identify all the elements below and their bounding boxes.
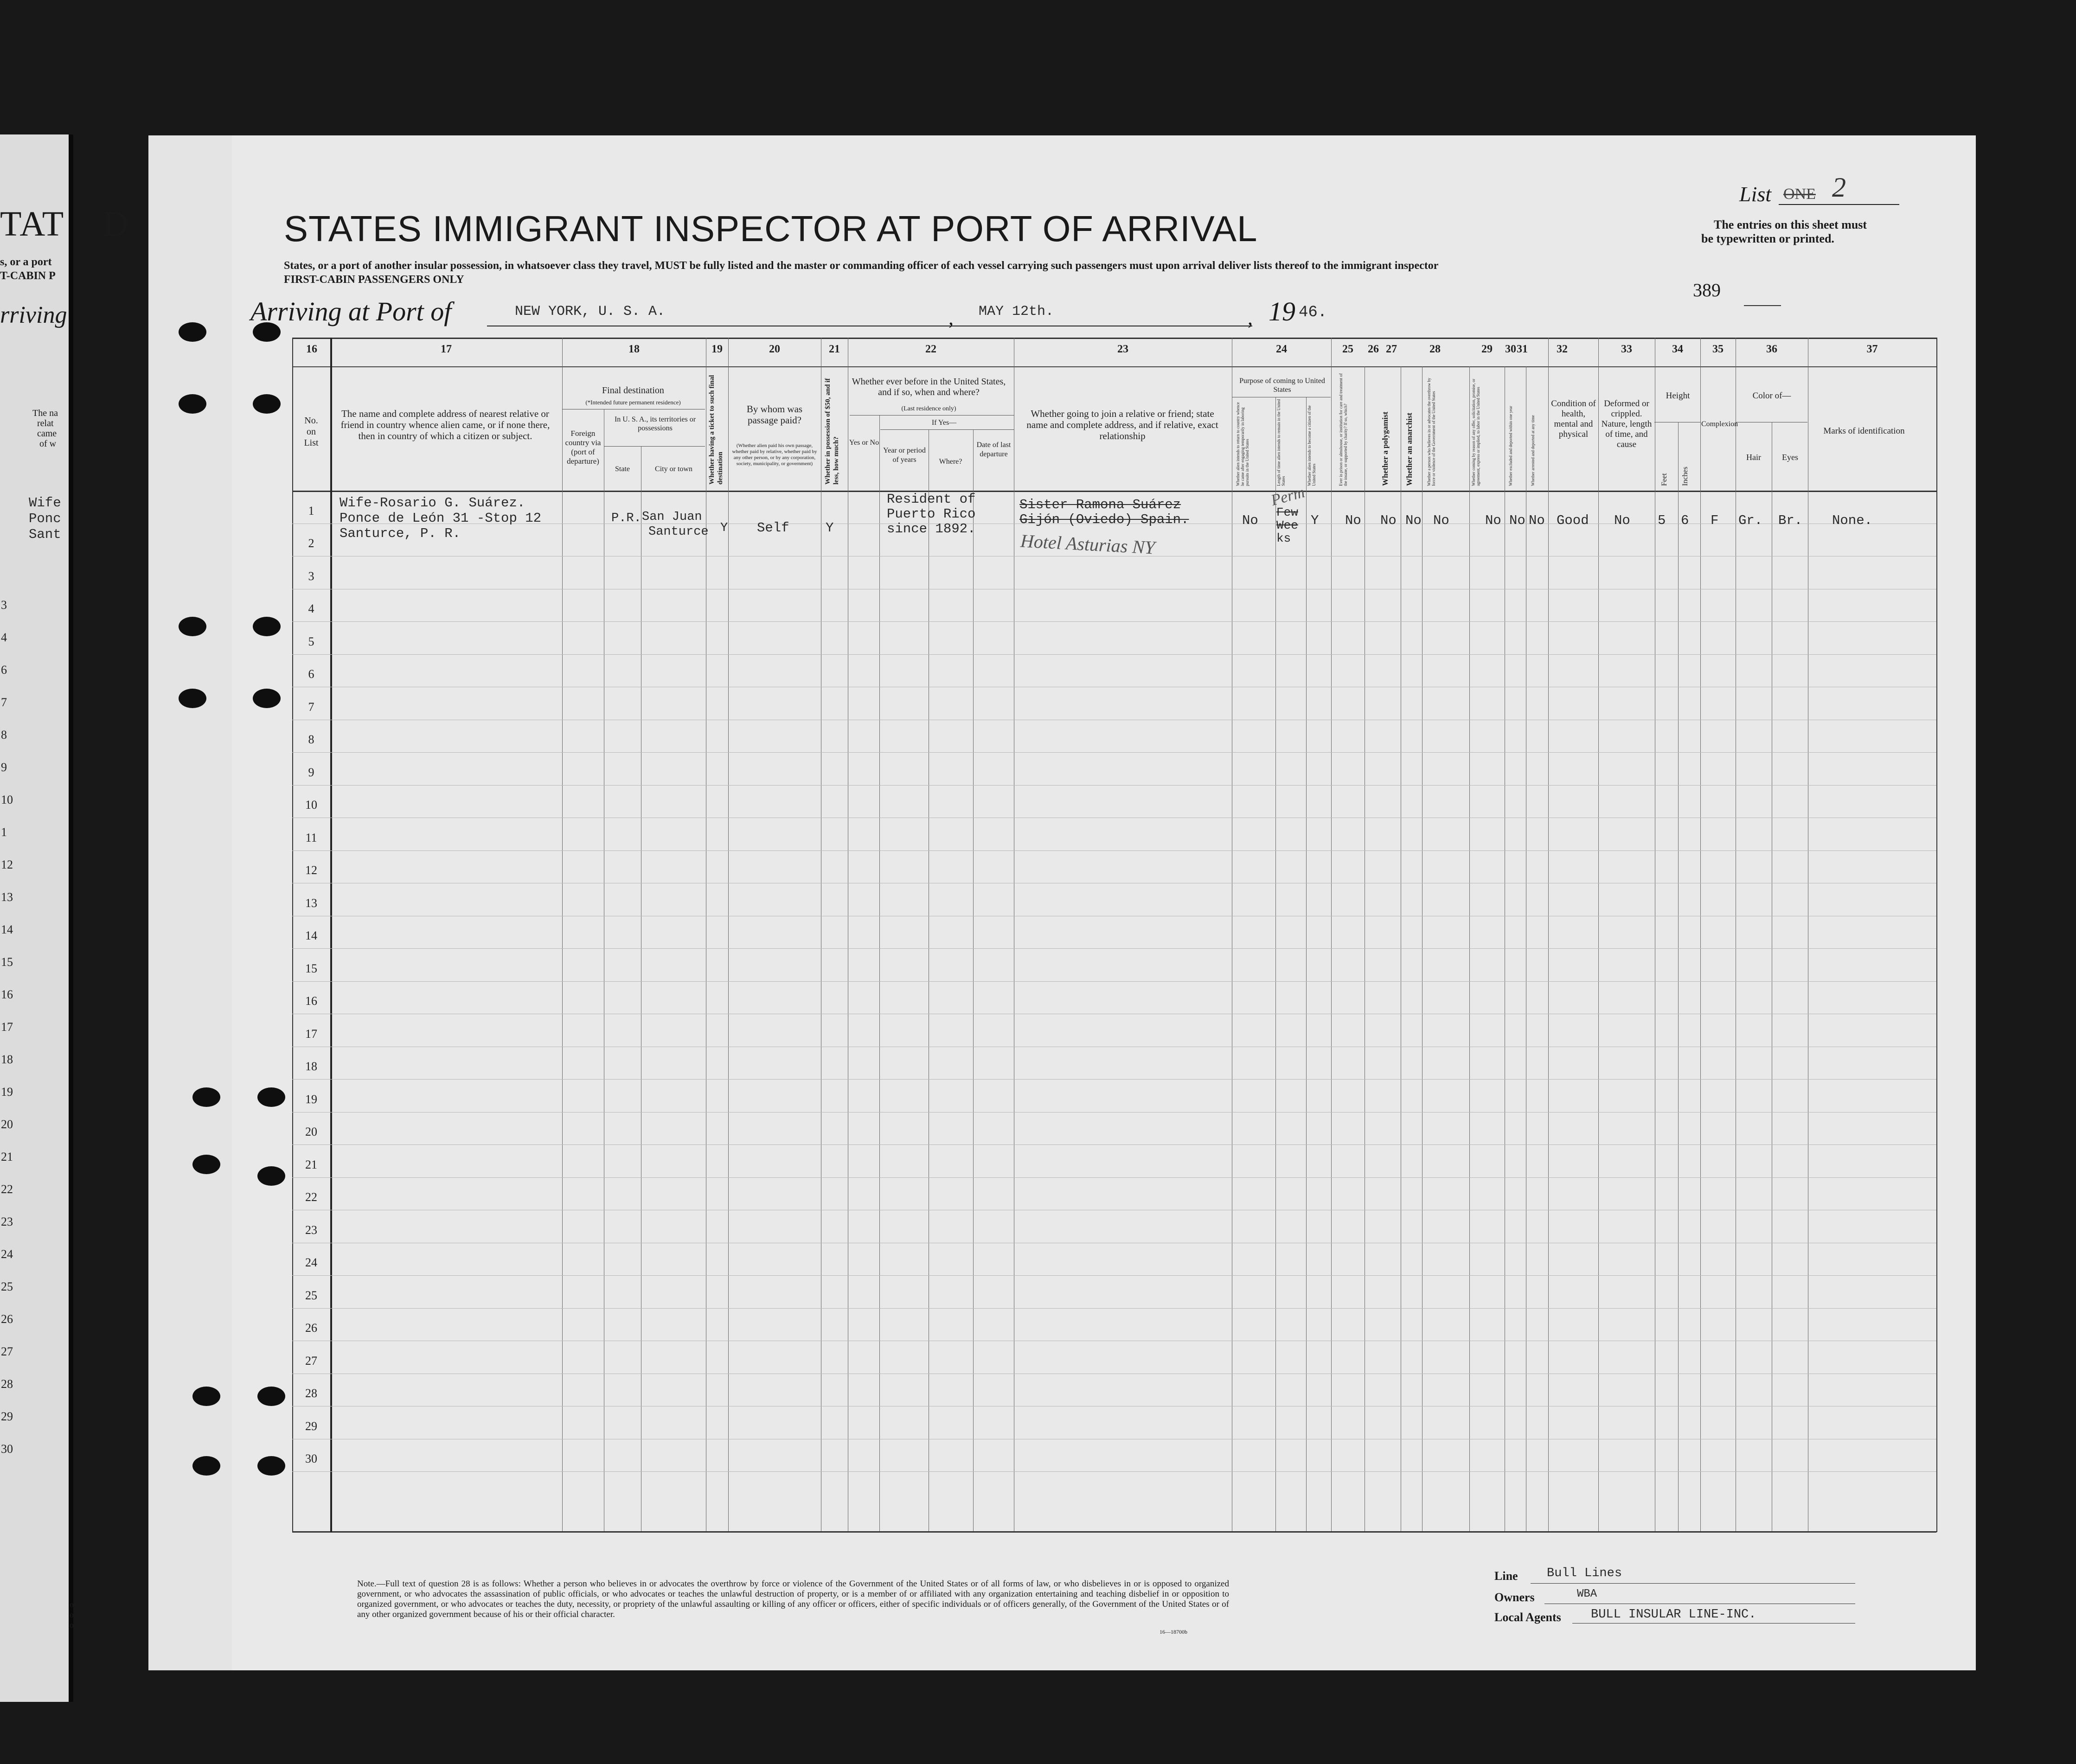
footer-form-code: 16—18700b (1160, 1629, 1187, 1635)
column-divider (1306, 397, 1307, 1531)
row-number: 27 (305, 1354, 317, 1368)
row-line (292, 654, 1936, 655)
page-number: 389 (1693, 280, 1721, 300)
row-number: 12 (305, 863, 317, 877)
punch-hole (257, 1166, 285, 1186)
header-complexion: Complexion (1701, 420, 1738, 428)
header-length-remain: Length of time alien intends to remain in the United States (1276, 399, 1286, 486)
header-nearest-relative: The name and complete address of nearest relative or friend in country whence alien came, or if none there, then in country of which a citizen or subject. (340, 408, 550, 441)
row-number: 7 (308, 700, 314, 714)
row-number: 15 (305, 961, 317, 975)
left-row-number: 10 (1, 793, 13, 806)
row-line (292, 621, 1936, 622)
left-row-number: 16 (1, 988, 13, 1001)
list-underline (1779, 204, 1899, 205)
column-number: 28 (1429, 343, 1441, 355)
row-number: 20 (305, 1125, 317, 1138)
row-number: 5 (308, 634, 314, 648)
column-number: 25 (1342, 343, 1353, 355)
header-become-citizen: Whether alien intends to become a citizen of the United States (1307, 405, 1316, 486)
entry-ticket: Y (720, 521, 728, 535)
left-row-number: 4 (1, 631, 7, 644)
header-bottom-border (292, 491, 1936, 492)
owners-value: WBA (1577, 1588, 1597, 1600)
row-number: 8 (308, 733, 314, 746)
header-passage-paid: By whom was passage paid? (746, 403, 803, 426)
list-label: List (1739, 182, 1772, 206)
entry-paid-by: Self (757, 520, 789, 536)
row-number: 28 (305, 1387, 317, 1400)
column-divider (1275, 397, 1276, 1531)
left-row-number: 23 (1, 1215, 13, 1228)
row-number: 4 (308, 602, 314, 615)
left-row-number: 22 (1, 1182, 13, 1196)
header-offer-labor: Whether coming by reason of any offer, solicitation, promise, or agreement, express or implied, to labor in the United States (1471, 378, 1480, 486)
row-number: 30 (305, 1452, 317, 1465)
header-ticket: Whether having a ticket to such final destination (708, 375, 724, 485)
year-suffix: 46. (1299, 304, 1327, 321)
page-title: STATES IMMIGRANT INSPECTOR AT PORT OF ARRIVAL (284, 208, 1258, 249)
row-number: 13 (305, 896, 317, 910)
left-fragment-line-2: T-CABIN P (0, 270, 56, 282)
column-number: 31 (1517, 343, 1528, 355)
left-row-number: 15 (1, 955, 13, 969)
left-row-number: 18 (1, 1053, 13, 1066)
column-divider (1700, 338, 1701, 1531)
left-row-number: 3 (1, 598, 7, 612)
header-feet: Feet (1660, 473, 1668, 486)
column-divider (1548, 338, 1549, 1531)
header-state: State (615, 465, 630, 473)
owners-label: Owners (1494, 1591, 1535, 1604)
entry-inches: 6 (1681, 513, 1689, 528)
row-line (292, 752, 1936, 753)
left-row-fragment-3: Sant (29, 527, 61, 542)
left-row-number: 27 (1, 1345, 13, 1358)
column-number: 29 (1481, 343, 1493, 355)
punch-hole (192, 1155, 220, 1174)
column-number: 18 (628, 343, 640, 355)
left-row-number: 19 (1, 1085, 13, 1099)
row-line (292, 1308, 1936, 1309)
row-number: 29 (305, 1419, 317, 1433)
line-label: Line (1494, 1569, 1518, 1583)
left-row-number: 7 (1, 696, 7, 709)
left-fragment-title: TAT D (0, 205, 129, 243)
column-divider (1469, 366, 1470, 1531)
left-row-fragment-2: Ponc (29, 511, 61, 526)
column-divider (562, 338, 563, 1531)
row-number: 3 (308, 569, 314, 583)
left-row-number: 30 (1, 1442, 13, 1456)
column-number: 37 (1866, 343, 1878, 355)
line-underline (1531, 1583, 1855, 1584)
header-date-last-departure: Date of last departure (976, 441, 1011, 458)
left-row-number: 24 (1, 1247, 13, 1261)
header-return-intent: Whether alien intends to return to country whence he came after engaging temporarily in laboring pursuits in the United States (1236, 402, 1249, 486)
column-number: 22 (925, 343, 936, 355)
header-excluded: Whether excluded and deported within one year (1508, 406, 1513, 486)
header-health: Condition of health, mental and physical (1551, 399, 1596, 439)
left-row-number: 1 (1, 825, 7, 839)
row-number: 22 (305, 1190, 317, 1204)
colnum-row-border (292, 366, 1936, 367)
entry-feet: 5 (1658, 513, 1666, 528)
entry-join-handwritten: Hotel Asturias NY (1020, 530, 1156, 558)
row-line (292, 785, 1936, 786)
left-bottom-fragment-3: o (70, 1620, 74, 1630)
row-line (292, 981, 1936, 982)
comma-1: , (948, 307, 954, 329)
left-row-number: 12 (1, 858, 13, 871)
left-bottom-fragment-1: or (70, 1600, 77, 1609)
column-divider (879, 415, 880, 1531)
footer-note: Note.—Full text of question 28 is as follows: Whether a person who believes in or advocates the overthrow by force or violence of the Government of the United States or of all forms of law, or who disbelieves in or is opposed to organized government, or who advocates the assassination of public officials, or who advocates or teaches the unlawful destruction of property, or is a member of or affiliated with any organization entertaining and teaching disbelief in or opposition to organized government, or who advocates or teaches the duty, necessity, or propriety of the unlawful assaulting or killing of any officer or officers, either of specific individuals or of officers generally, of the Government of the United States or of any other organized government because of his or their official character. (357, 1579, 1229, 1619)
entry-return-intent: No (1242, 513, 1258, 528)
left-row-number: 6 (1, 663, 7, 677)
fold-margin (148, 135, 233, 1670)
table-top-border (292, 338, 1936, 339)
header-yes-or-no: Yes or No (849, 439, 879, 447)
row-line (292, 1177, 1936, 1178)
column-number: 34 (1672, 343, 1683, 355)
header-final-destination-note: (*Intended future permanent residence) (585, 399, 681, 406)
row-line (292, 850, 1936, 851)
left-row-number: 8 (1, 728, 7, 741)
entry-before-line-1: Resident of (887, 492, 976, 507)
left-fragment-arriving: rriving (0, 302, 67, 328)
entry-excluded: No (1509, 513, 1525, 528)
entry-deformed: No (1614, 513, 1630, 528)
punch-hole (179, 617, 206, 636)
left-row-number: 29 (1, 1410, 13, 1423)
column-number: 32 (1557, 343, 1568, 355)
entries-note-2: be typewritten or printed. (1701, 232, 1834, 245)
header-in-usa: In U. S. A., its territories or possessions (614, 415, 696, 432)
row-number: 21 (305, 1157, 317, 1171)
left-row-number: 17 (1, 1020, 13, 1034)
punch-hole (179, 322, 206, 342)
left-col-header-2: relat (37, 418, 54, 428)
row-number: 11 (305, 831, 317, 844)
column-divider (973, 429, 974, 1531)
header-if-yes: If Yes— (931, 419, 957, 427)
entry-eyes: Br. (1778, 513, 1803, 528)
header-inches: Inches (1681, 467, 1689, 486)
arriving-label: Arriving at Port of (250, 296, 452, 326)
row-line (292, 1275, 1936, 1276)
header-city: City or town (655, 465, 692, 473)
port-value: NEW YORK, U. S. A. (515, 304, 666, 320)
left-row-number: 26 (1, 1312, 13, 1326)
left-row-number: 14 (1, 923, 13, 936)
entry-join-line-2: Gijón (Oviedo) Spain. (1019, 512, 1189, 527)
column-divider (728, 338, 729, 1531)
entry-length-handwritten: Perm (1269, 484, 1307, 509)
entry-fifty: Y (826, 520, 834, 536)
entry-relative-line-1: Wife-Rosario G. Suárez. (340, 495, 525, 511)
header-height: Height (1666, 391, 1690, 401)
left-col-header-1: The na (32, 408, 58, 418)
row-number: 16 (305, 994, 317, 1008)
date-value: MAY 12th. (979, 304, 1054, 320)
table-right-border (1936, 338, 1937, 1532)
entry-complexion: F (1711, 513, 1719, 528)
entry-before-line-2: Puerto Rico (887, 506, 976, 522)
entry-length-line-1: Few (1276, 505, 1298, 519)
row-number: 25 (305, 1288, 317, 1302)
agents-value: BULL INSULAR LINE-INC. (1591, 1608, 1756, 1622)
column-number: 36 (1766, 343, 1777, 355)
row-number: 2 (308, 537, 314, 550)
header-join-relative: Whether going to join a relative or friend; state name and complete address, and if relative, exact relationship (1026, 408, 1218, 441)
entry-relative-line-2: Ponce de León 31 -Stop 12 (340, 511, 542, 526)
entry-offer: No (1485, 513, 1501, 528)
punch-hole (192, 1387, 220, 1406)
entry-marks: None. (1832, 513, 1873, 528)
row-number: 9 (308, 765, 314, 779)
row-number: 14 (305, 929, 317, 942)
column-number: 30 (1505, 343, 1516, 355)
page-subtitle: States, or a port of another insular possession, in whatsoever class they travel, MUST be fully listed and the master or commanding officer of each vessel carrying such passengers must upon arrival deliver lists thereof to the immigrant inspector (284, 260, 1439, 272)
row-line (292, 1471, 1936, 1472)
row-number: 10 (305, 798, 317, 812)
row-number: 6 (308, 667, 314, 681)
header-rule-22b (880, 429, 1014, 430)
year-prefix: 19 (1269, 296, 1295, 326)
header-foreign-country: Foreign country via (port of departure) (565, 429, 601, 466)
header-no-on-list: No. on List (304, 415, 319, 448)
comma-2: , (1248, 307, 1253, 329)
left-row-number: 28 (1, 1377, 13, 1391)
header-rule-18b (604, 446, 705, 447)
class-line: FIRST-CABIN PASSENGERS ONLY (284, 274, 464, 286)
manifest-page (232, 135, 1976, 1670)
header-fifty-dollars: Whether in possession of $50, and if less, how much? (824, 378, 840, 485)
page-number-underline (1744, 305, 1781, 306)
header-final-destination: Final destination (602, 385, 664, 396)
punch-hole (253, 617, 281, 636)
punch-hole (253, 689, 281, 708)
header-passage-note: (Whether alien paid his own passage, whether paid by relative, whether paid by any other person, or by any corporation, society, municipality, or government) (732, 443, 817, 467)
header-last-residence: (Last residence only) (901, 405, 956, 412)
header-overthrow: Whether a person who believes in or advocates the overthrow by force or violence of the Government of the United States (1427, 377, 1436, 486)
punch-hole (257, 1387, 285, 1406)
column-number: 16 (306, 343, 317, 355)
left-col-header-3: came (37, 428, 57, 439)
header-color: Color of— (1752, 391, 1791, 401)
row-number: 1 (308, 504, 314, 518)
header-polygamist: Whether a polygamist (1381, 411, 1390, 486)
column-number: 21 (829, 343, 840, 355)
column-number: 19 (711, 343, 723, 355)
column-number: 24 (1276, 343, 1287, 355)
left-bottom-fragment-2: o (70, 1610, 74, 1619)
row-line (292, 1079, 1936, 1080)
left-row-number: 9 (1, 761, 7, 774)
entry-polygamist: No (1380, 513, 1397, 528)
row-number: 18 (305, 1060, 317, 1073)
entry-citizen: Y (1311, 513, 1319, 528)
column-divider (1331, 338, 1332, 1531)
entry-join-line-1: Sister Ramona Suárez (1019, 497, 1181, 512)
entry-before-line-3: since 1892. (887, 521, 976, 537)
column-number: 23 (1117, 343, 1128, 355)
entry-relative-line-3: Santurce, P. R. (340, 526, 461, 541)
entry-state: P.R. (611, 511, 641, 525)
punch-hole (179, 394, 206, 414)
punch-hole (253, 394, 281, 414)
header-where: Where? (939, 458, 962, 466)
punch-hole (192, 1087, 220, 1107)
row-line (292, 1144, 1936, 1145)
column-number: 27 (1386, 343, 1397, 355)
column-number: 35 (1712, 343, 1724, 355)
entry-length-line-2: Wee (1276, 518, 1298, 532)
header-deformed: Deformed or crippled. Nature, length of time, and cause (1601, 399, 1652, 449)
row-number: 17 (305, 1027, 317, 1041)
punch-hole (257, 1087, 285, 1107)
header-purpose: Purpose of coming to United States (1239, 377, 1325, 394)
column-number: 20 (769, 343, 780, 355)
table-bottom-border (292, 1531, 1936, 1533)
left-fragment-line-1: s, or a port (0, 256, 52, 268)
line-value: Bull Lines (1547, 1566, 1622, 1580)
left-row-number: 13 (1, 890, 13, 904)
left-row-number: 25 (1, 1280, 13, 1293)
left-row-fragment-1: Wife (29, 495, 61, 511)
punch-hole (257, 1456, 285, 1476)
agents-label: Local Agents (1494, 1611, 1561, 1624)
row-line (292, 948, 1936, 949)
row-number: 24 (305, 1256, 317, 1269)
header-ever-before: Whether ever before in the United States, and if so, when and where? (852, 377, 1006, 397)
left-row-number: 20 (1, 1118, 13, 1131)
column-number: 26 (1368, 343, 1379, 355)
header-anarchist: Whether an anarchist (1405, 412, 1414, 486)
column-number: 17 (441, 343, 452, 355)
column-divider (1598, 338, 1599, 1531)
list-struck: ONE (1783, 185, 1816, 203)
row-number: 19 (305, 1092, 317, 1106)
entry-prison: No (1345, 513, 1361, 528)
header-prison: Ever in prison or almshouse, or institution for care and treatment of the insane, or supported by charity? If so, which? (1339, 373, 1348, 486)
entry-hair: Gr. (1738, 513, 1763, 528)
entry-overthrow: No (1433, 513, 1449, 528)
left-row-number: 21 (1, 1150, 13, 1163)
row-number: 26 (305, 1321, 317, 1335)
list-number: 2 (1832, 172, 1846, 203)
entry-city-line-1: San Juan (642, 510, 702, 524)
row-number: 23 (305, 1223, 317, 1237)
entry-health: Good (1557, 513, 1589, 528)
column-number: 33 (1621, 343, 1632, 355)
left-col-header-4: of w (39, 439, 57, 449)
header-marks: Marks of identification (1823, 426, 1905, 436)
header-eyes: Eyes (1782, 453, 1798, 462)
entry-anarchist: No (1405, 513, 1422, 528)
header-arrested: Whether arrested and deported at any time (1531, 415, 1535, 486)
entry-arrested: No (1529, 513, 1545, 528)
header-year-period: Year or period of years (883, 447, 926, 464)
header-hair: Hair (1746, 453, 1761, 462)
entries-note-1: The entries on this sheet must (1714, 218, 1867, 231)
entry-length-line-3: ks (1276, 531, 1291, 545)
entry-city-line-2: Santurce (648, 525, 709, 539)
punch-hole (179, 689, 206, 708)
punch-hole (192, 1456, 220, 1476)
